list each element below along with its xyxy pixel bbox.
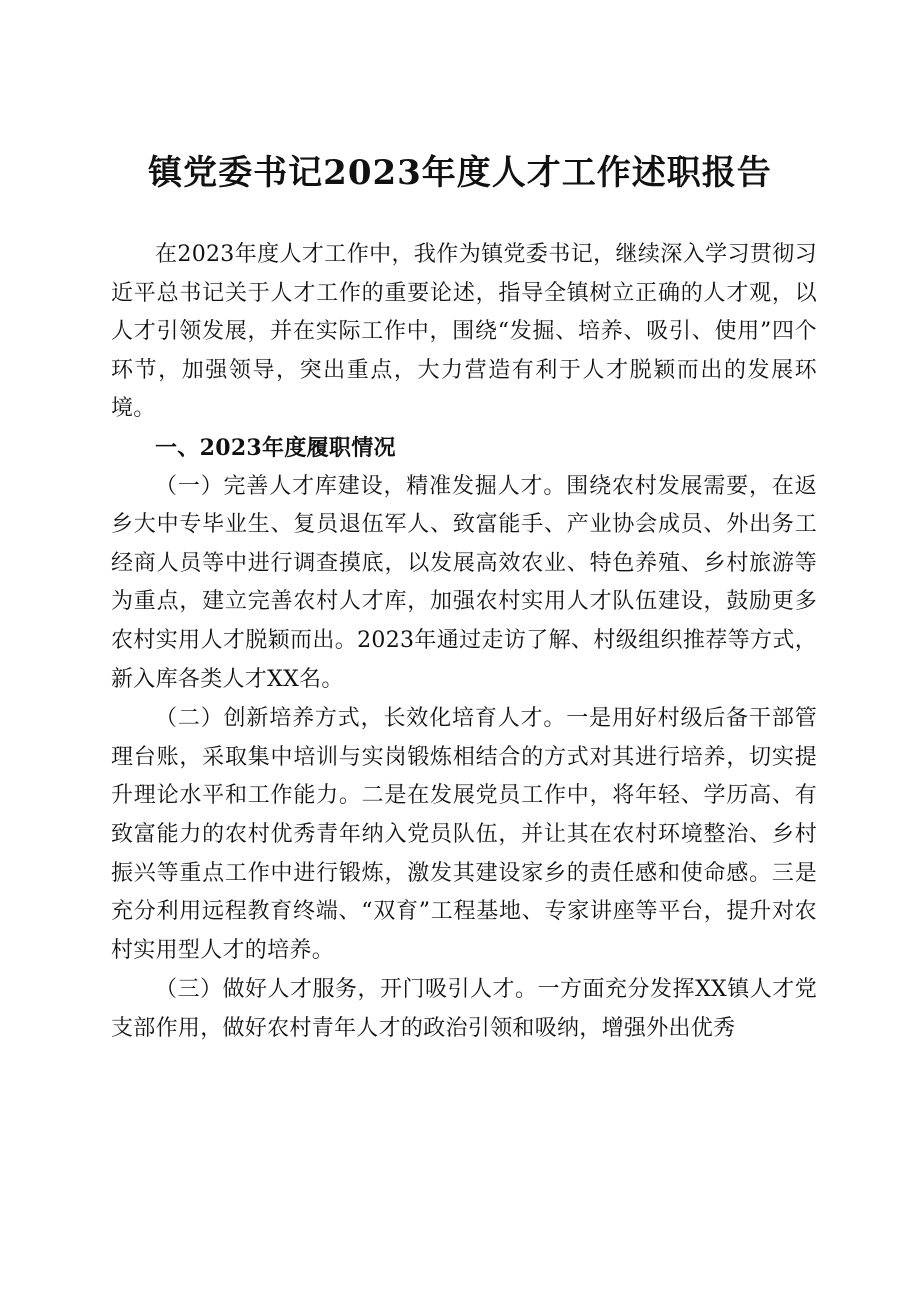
- paragraph-talent-training: （二）创新培养方式，长效化培育人才。一是用好村级后备干部管理台账，采取集中培训与实岗锻炼相结合的方式对其进行培养，切实提升理论水平和工作能力。二是在发展党员工作中，将年轻、学历高、有致富能力的农村优秀青年纳入党员队伍，并让其在农村环境整治、乡村振兴等重点工作中进行锻炼，激发其建设家乡的责任感和使命感。三是充分利用远程教育终端、“双育”工程基地、专家讲座等平台，提升对农村实用型人才的培养。: [111, 706, 817, 963]
- document-title: 镇党委书记2023年度人才工作述职报告: [148, 153, 772, 193]
- document-body: [111, 236, 817, 1048]
- paragraph-talent-service: （三）做好人才服务，开门吸引人才。一方面充分发挥XX镇人才党支部作用，做好农村青年人才的政治引领和吸纳，增强外出优秀: [111, 977, 817, 1041]
- intro-paragraph: 在2023年度人才工作中，我作为镇党委书记，继续深入学习贯彻习近平总书记关于人才工作的重要论述，指导全镇树立正确的人才观，以人才引领发展，并在实际工作中，围绕“发掘、培养、吸引、使用”四个环节，加强领导，突出重点，大力营造有利于人才脱颖而出的发展环境。: [111, 242, 817, 422]
- paragraph-talent-database: （一）完善人才库建设，精准发掘人才。围绕农村发展需要，在返乡大中专毕业生、复员退伍军人、致富能手、产业协会成员、外出务工经商人员等中进行调查摸底，以发展高效农业、特色养殖、乡村旅游等为重点，建立完善农村人才库，加强农村实用人才队伍建设，鼓励更多农村实用人才脱颖而出。2023年通过走访了解、村级组织推荐等方式，新入库各类人才XX名。: [111, 473, 817, 692]
- section-heading: 一、2023年度履职情况: [155, 434, 396, 461]
